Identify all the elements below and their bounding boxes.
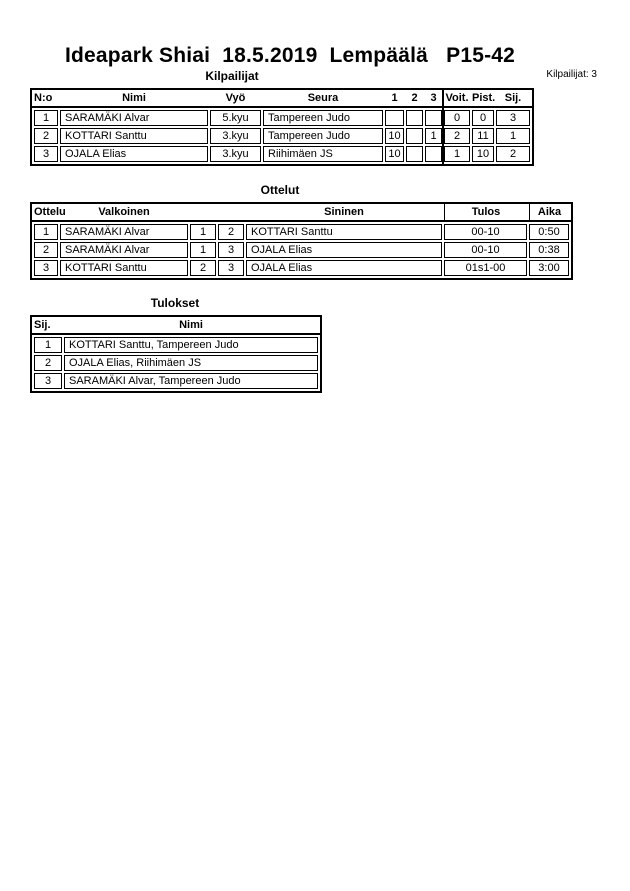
cell-sij: 2 — [34, 355, 62, 371]
cell-white-no: 1 — [190, 242, 216, 258]
cell-match-no: 3 — [34, 260, 58, 276]
cell-seura: Riihimäen JS — [263, 146, 383, 162]
page-title: Ideapark Shiai 18.5.2019 Lempäälä P15-42 — [64, 44, 516, 67]
cell-pist: 0 — [472, 110, 494, 126]
cell-blue-name: OJALA Elias — [246, 260, 442, 276]
cell-no: 2 — [34, 128, 58, 144]
cell-match3 — [425, 110, 442, 126]
cell-match-no: 2 — [34, 242, 58, 258]
matches-table — [30, 202, 573, 280]
competitors-table-body — [32, 108, 532, 164]
cell-white-name: SARAMÄKI Alvar — [60, 242, 188, 258]
cell-nimi: OJALA Elias, Riihimäen JS — [64, 355, 318, 371]
competitor-row — [34, 128, 530, 144]
cell-nimi: KOTTARI Santtu, Tampereen Judo — [64, 337, 318, 353]
cell-seura: Tampereen Judo — [263, 110, 383, 126]
cell-white-no: 2 — [190, 260, 216, 276]
col-header-vyo: Vyö — [225, 92, 246, 104]
cell-sij: 1 — [496, 128, 530, 144]
cell-voit: 0 — [444, 110, 470, 126]
col-header-match3: 3 — [430, 92, 437, 104]
cell-seura: Tampereen Judo — [263, 128, 383, 144]
competitor-row — [34, 146, 530, 162]
col-header-sininen: Sininen — [324, 206, 364, 218]
result-row — [34, 373, 318, 389]
cell-nimi: KOTTARI Santtu — [60, 128, 208, 144]
results-table-body — [32, 335, 320, 391]
competitors-table — [30, 88, 534, 166]
cell-vyo: 5.kyu — [210, 110, 261, 126]
cell-voit: 1 — [444, 146, 470, 162]
matches-table-header — [32, 204, 571, 222]
result-row — [34, 355, 318, 371]
competitors-table-header — [32, 90, 532, 108]
results-table-header — [32, 317, 320, 335]
section-title-ottelut: Ottelut — [260, 183, 300, 197]
section-title-kilpailijat: Kilpailijat — [205, 69, 259, 83]
cell-no: 1 — [34, 110, 58, 126]
col-header-nimi: Nimi — [179, 319, 203, 331]
col-header-blue-no — [218, 204, 244, 220]
cell-match1 — [385, 110, 404, 126]
cell-match2 — [406, 110, 423, 126]
col-header-valkoinen: Valkoinen — [98, 206, 150, 218]
cell-blue-no: 2 — [218, 224, 244, 240]
cell-tulos: 01s1-00 — [444, 260, 527, 276]
col-header-nimi: Nimi — [122, 92, 146, 104]
table-thick-divider — [442, 90, 444, 164]
col-header-tulos: Tulos — [444, 204, 527, 220]
cell-match3: 1 — [425, 128, 442, 144]
cell-aika: 0:38 — [529, 242, 569, 258]
cell-aika: 0:50 — [529, 224, 569, 240]
cell-blue-name: OJALA Elias — [246, 242, 442, 258]
match-row — [34, 260, 569, 276]
col-header-aika: Aika — [529, 204, 569, 220]
cell-no: 3 — [34, 146, 58, 162]
cell-sij: 1 — [34, 337, 62, 353]
cell-pist: 10 — [472, 146, 494, 162]
cell-nimi: OJALA Elias — [60, 146, 208, 162]
cell-nimi: SARAMÄKI Alvar — [60, 110, 208, 126]
cell-sij: 3 — [34, 373, 62, 389]
cell-vyo: 3.kyu — [210, 128, 261, 144]
col-header-voit: Voit. — [445, 92, 469, 104]
matches-table-body — [32, 222, 571, 278]
match-row — [34, 242, 569, 258]
cell-tulos: 00-10 — [444, 242, 527, 258]
col-header-no: N:o — [34, 92, 53, 104]
cell-match1: 10 — [385, 128, 404, 144]
competitor-row — [34, 110, 530, 126]
col-header-match2: 2 — [411, 92, 418, 104]
col-header-sij: Sij. — [34, 319, 51, 331]
cell-match2 — [406, 128, 423, 144]
cell-pist: 11 — [472, 128, 494, 144]
results-table — [30, 315, 322, 393]
col-header-pist: Pist. — [472, 92, 496, 104]
section-title-tulokset: Tulokset — [150, 296, 200, 310]
col-header-ottelu: Ottelu — [34, 206, 66, 218]
cell-sij: 3 — [496, 110, 530, 126]
cell-aika: 3:00 — [529, 260, 569, 276]
cell-nimi: SARAMÄKI Alvar, Tampereen Judo — [64, 373, 318, 389]
cell-tulos: 00-10 — [444, 224, 527, 240]
result-row — [34, 337, 318, 353]
col-header-match1: 1 — [391, 92, 398, 104]
competitors-count-label: Kilpailijat: 3 — [546, 69, 597, 80]
cell-match-no: 1 — [34, 224, 58, 240]
cell-voit: 2 — [444, 128, 470, 144]
cell-blue-no: 3 — [218, 242, 244, 258]
cell-vyo: 3.kyu — [210, 146, 261, 162]
col-header-white-no — [190, 204, 216, 220]
col-header-sij: Sij. — [504, 92, 522, 104]
cell-match2 — [406, 146, 423, 162]
cell-match3 — [425, 146, 442, 162]
cell-white-name: SARAMÄKI Alvar — [60, 224, 188, 240]
cell-match1: 10 — [385, 146, 404, 162]
cell-white-no: 1 — [190, 224, 216, 240]
cell-white-name: KOTTARI Santtu — [60, 260, 188, 276]
col-header-seura: Seura — [307, 92, 339, 104]
match-row — [34, 224, 569, 240]
cell-blue-no: 3 — [218, 260, 244, 276]
cell-blue-name: KOTTARI Santtu — [246, 224, 442, 240]
cell-sij: 2 — [496, 146, 530, 162]
